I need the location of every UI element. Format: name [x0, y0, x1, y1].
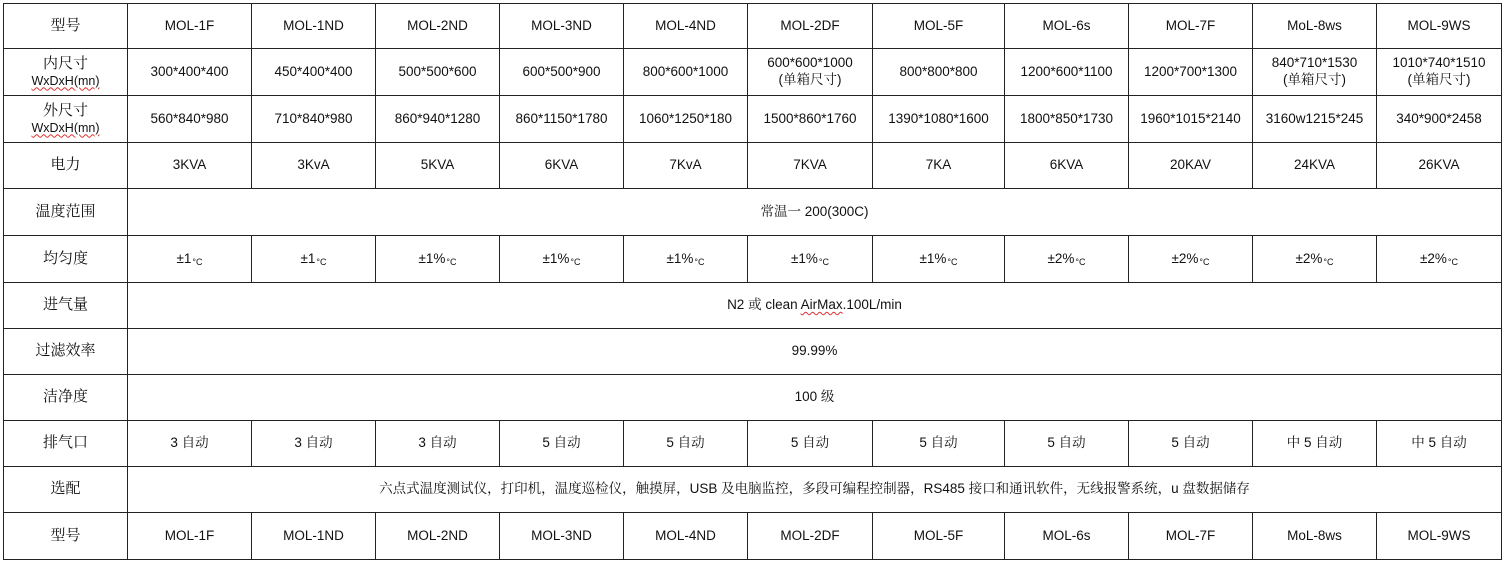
model-cell: MOL-5F: [873, 4, 1005, 49]
inner-size-row: [4, 49, 1502, 96]
uniformity-cell: ±1°C: [128, 236, 252, 283]
inner-size-cell: 1010*740*1510 (单箱尺寸): [1377, 49, 1502, 96]
options-value: 六点式温度测试仪，打印机，温度巡检仪，触摸屏，USB 及电脑监控，多段可编程控制器，RS485 接口和通讯软件，无线报警系统，u 盘数据储存: [128, 467, 1502, 513]
options-row: [4, 467, 1502, 513]
uniformity-cell: ±1°C: [252, 236, 376, 283]
model-cell: MOL-7F: [1129, 4, 1253, 49]
inner-size-cell: 800*600*1000: [624, 49, 748, 96]
model-cell: MOL-2ND: [376, 4, 500, 49]
options-header: 选配: [4, 467, 128, 513]
inner-size-cell: 600*600*1000 (单箱尺寸): [748, 49, 873, 96]
model-cell: MoL-8ws: [1253, 513, 1377, 560]
outer-size-cell: 710*840*980: [252, 96, 376, 143]
uniformity-cell: ±1%°C: [500, 236, 624, 283]
exhaust-cell: 5 自动: [873, 421, 1005, 467]
cleanliness-row: [4, 375, 1502, 421]
inner-size-unit: WxDxH(mn): [31, 73, 100, 88]
power-row: [4, 143, 1502, 189]
footer-model-row: [4, 513, 1502, 560]
outer-size-cell: 3160w1215*245: [1253, 96, 1377, 143]
exhaust-header: 排气口: [4, 421, 128, 467]
air-intake-row: [4, 283, 1502, 329]
exhaust-row: [4, 421, 1502, 467]
inner-size-cell: 800*800*800: [873, 49, 1005, 96]
exhaust-cell: 5 自动: [500, 421, 624, 467]
exhaust-cell: 5 自动: [624, 421, 748, 467]
model-cell: MOL-2DF: [748, 513, 873, 560]
model-cell: MOL-3ND: [500, 513, 624, 560]
model-cell: MOL-1F: [128, 4, 252, 49]
outer-size-unit: WxDxH(mn): [31, 120, 100, 135]
exhaust-cell: 中 5 自动: [1377, 421, 1502, 467]
temp-range-row: [4, 189, 1502, 236]
model-cell: MOL-6s: [1005, 513, 1129, 560]
inner-size-cell: 1200*700*1300: [1129, 49, 1253, 96]
inner-size-cell: 500*500*600: [376, 49, 500, 96]
outer-size-cell: 560*840*980: [128, 96, 252, 143]
exhaust-cell: 3 自动: [376, 421, 500, 467]
power-cell: 7KVA: [748, 143, 873, 189]
power-cell: 6KVA: [500, 143, 624, 189]
temp-range-header: 温度范围: [4, 189, 128, 236]
inner-size-header: [4, 49, 128, 96]
inner-size-cell: 600*500*900: [500, 49, 624, 96]
outer-size-label: 外尺寸: [42, 101, 88, 119]
uniformity-cell: ±2%°C: [1377, 236, 1502, 283]
exhaust-cell: 中 5 自动: [1253, 421, 1377, 467]
model-cell: MOL-4ND: [624, 4, 748, 49]
spec-table: [3, 3, 1502, 560]
air-intake-header: 进气量: [4, 283, 128, 329]
model-cell: MOL-5F: [873, 513, 1005, 560]
exhaust-cell: 3 自动: [128, 421, 252, 467]
inner-size-cell: 300*400*400: [128, 49, 252, 96]
model-cell: MOL-7F: [1129, 513, 1253, 560]
model-row: [4, 4, 1502, 49]
filter-efficiency-header: 过滤效率: [4, 329, 128, 375]
inner-size-label: 内尺寸: [42, 54, 88, 72]
filter-efficiency-row: [4, 329, 1502, 375]
model-cell: MOL-2DF: [748, 4, 873, 49]
uniformity-cell: ±1%°C: [873, 236, 1005, 283]
exhaust-cell: 5 自动: [748, 421, 873, 467]
outer-size-cell: 1800*850*1730: [1005, 96, 1129, 143]
power-cell: 24KVA: [1253, 143, 1377, 189]
power-header: 电力: [4, 143, 128, 189]
model-cell: MOL-9WS: [1377, 4, 1502, 49]
outer-size-cell: 860*940*1280: [376, 96, 500, 143]
model-cell: MOL-4ND: [624, 513, 748, 560]
power-cell: 6KVA: [1005, 143, 1129, 189]
power-cell: 26KVA: [1377, 143, 1502, 189]
inner-size-cell: 840*710*1530 (单箱尺寸): [1253, 49, 1377, 96]
model-cell: MOL-3ND: [500, 4, 624, 49]
uniformity-cell: ±1%°C: [748, 236, 873, 283]
power-cell: 5KVA: [376, 143, 500, 189]
model-cell: MoL-8ws: [1253, 4, 1377, 49]
power-cell: 3KvA: [252, 143, 376, 189]
temp-range-value: 常温一 200(300C): [128, 189, 1502, 236]
inner-size-cell: 450*400*400: [252, 49, 376, 96]
outer-size-row: [4, 96, 1502, 143]
uniformity-cell: ±1%°C: [376, 236, 500, 283]
outer-size-cell: 860*1150*1780: [500, 96, 624, 143]
uniformity-cell: ±1%°C: [624, 236, 748, 283]
power-cell: 7KA: [873, 143, 1005, 189]
model-cell: MOL-1F: [128, 513, 252, 560]
power-cell: 7KvA: [624, 143, 748, 189]
filter-efficiency-value: 99.99%: [128, 329, 1502, 375]
model-header: 型号: [4, 4, 128, 49]
air-intake-value: N2 或 clean AirMax.100L/min: [128, 283, 1502, 329]
model-cell: MOL-1ND: [252, 4, 376, 49]
power-cell: 3KVA: [128, 143, 252, 189]
uniformity-row: [4, 236, 1502, 283]
exhaust-cell: 5 自动: [1005, 421, 1129, 467]
inner-size-cell: 1200*600*1100: [1005, 49, 1129, 96]
exhaust-cell: 3 自动: [252, 421, 376, 467]
model-cell: MOL-1ND: [252, 513, 376, 560]
uniformity-cell: ±2%°C: [1253, 236, 1377, 283]
outer-size-cell: 340*900*2458: [1377, 96, 1502, 143]
uniformity-cell: ±2%°C: [1129, 236, 1253, 283]
outer-size-cell: 1500*860*1760: [748, 96, 873, 143]
footer-model-header: 型号: [4, 513, 128, 560]
exhaust-cell: 5 自动: [1129, 421, 1253, 467]
uniformity-cell: ±2%°C: [1005, 236, 1129, 283]
outer-size-cell: 1960*1015*2140: [1129, 96, 1253, 143]
outer-size-cell: 1390*1080*1600: [873, 96, 1005, 143]
uniformity-header: 均匀度: [4, 236, 128, 283]
outer-size-cell: 1060*1250*180: [624, 96, 748, 143]
outer-size-header: [4, 96, 128, 143]
power-cell: 20KAV: [1129, 143, 1253, 189]
model-cell: MOL-2ND: [376, 513, 500, 560]
model-cell: MOL-6s: [1005, 4, 1129, 49]
cleanliness-header: 洁净度: [4, 375, 128, 421]
cleanliness-value: 100 级: [128, 375, 1502, 421]
model-cell: MOL-9WS: [1377, 513, 1502, 560]
